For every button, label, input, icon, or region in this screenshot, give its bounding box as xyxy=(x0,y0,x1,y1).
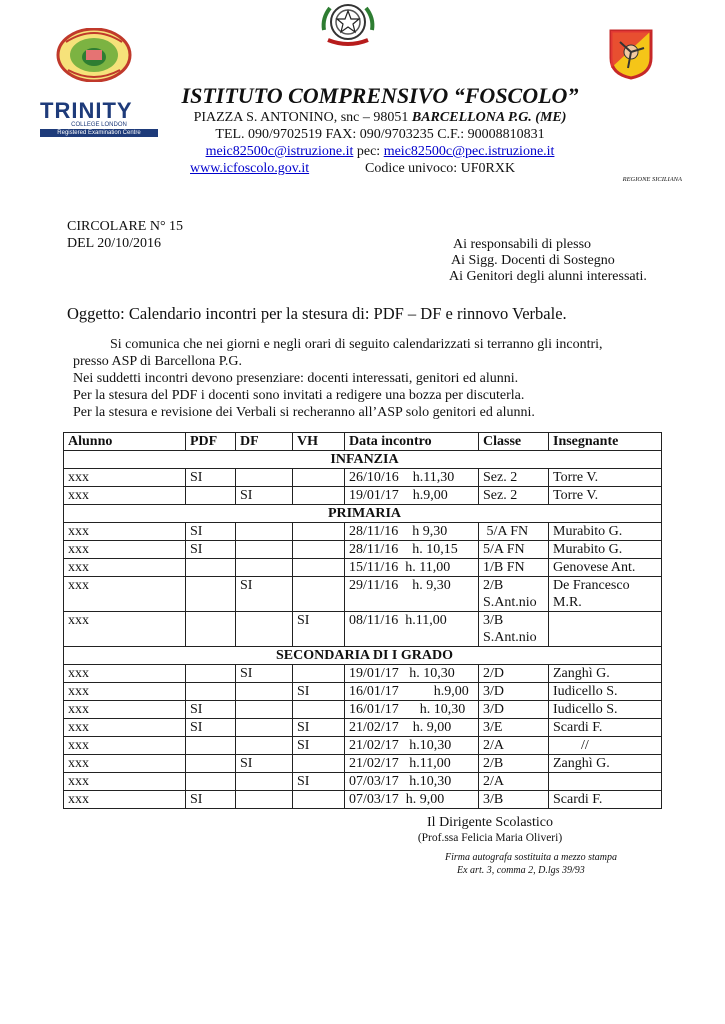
section-row xyxy=(64,451,662,469)
cell-alunno: xxx xyxy=(64,755,186,773)
cell-data-incontro: 19/01/17 h. 10,30 xyxy=(345,665,479,683)
cell-insegnante: Torre V. xyxy=(549,487,662,505)
cell-classe: 2/A xyxy=(479,737,549,755)
cell-pdf xyxy=(186,665,236,683)
cell-data-incontro: 28/11/16 h. 10,15 xyxy=(345,541,479,559)
cell-data-incontro: 08/11/16 h.11,00 xyxy=(345,612,479,647)
cell-vh xyxy=(293,791,345,809)
meetings-table xyxy=(63,432,662,809)
recipient-2: Ai Sigg. Docenti di Sostegno xyxy=(451,253,615,268)
trinity-subtitle: COLLEGE LONDON xyxy=(71,122,127,128)
signature-role: Il Dirigente Scolastico xyxy=(427,815,553,830)
website-link[interactable]: www.icfoscolo.gov.it xyxy=(190,161,310,176)
cell-insegnante: Zanghì G. xyxy=(549,755,662,773)
cell-insegnante: // xyxy=(549,737,662,755)
table-row xyxy=(64,577,662,612)
cell-df xyxy=(236,701,293,719)
col-header-alunno: Alunno xyxy=(64,433,186,451)
cell-alunno: xxx xyxy=(64,773,186,791)
table-row xyxy=(64,612,662,647)
trinity-wordmark: TRINITY xyxy=(40,98,133,123)
region-label: REGIONE SICILIANA xyxy=(622,176,682,183)
cell-alunno: xxx xyxy=(64,665,186,683)
address-city: BARCELLONA P.G. (ME) xyxy=(411,110,567,125)
cell-insegnante: Scardi F. xyxy=(549,791,662,809)
subject-line: Oggetto: Calendario incontri per la stesura di: PDF – DF e rinnovo Verbale. xyxy=(67,304,567,323)
cell-pdf xyxy=(186,487,236,505)
cell-insegnante: Iudicello S. xyxy=(549,683,662,701)
trinity-registered-bar: Registered Examination Centre xyxy=(40,129,158,137)
cell-data-incontro: 28/11/16 h 9,30 xyxy=(345,523,479,541)
cell-vh xyxy=(293,577,345,612)
cell-vh: SI xyxy=(293,737,345,755)
cell-classe: Sez. 2 xyxy=(479,487,549,505)
cell-df xyxy=(236,541,293,559)
cell-alunno: xxx xyxy=(64,559,186,577)
cell-data-incontro: 07/03/17 h.10,30 xyxy=(345,773,479,791)
website-line xyxy=(190,160,309,177)
table-row xyxy=(64,791,662,809)
pec-label: pec: xyxy=(353,144,384,159)
body-line-2: presso ASP di Barcellona P.G. xyxy=(73,354,243,369)
pec-email-link[interactable]: meic82500c@pec.istruzione.it xyxy=(383,144,555,159)
cell-classe: 2/B S.Ant.nio xyxy=(479,577,549,612)
body-line-5: Per la stesura e revisione dei Verbali si recheranno all’ASP solo genitori ed alunni. xyxy=(73,405,535,420)
table-row xyxy=(64,469,662,487)
table-body xyxy=(64,451,662,809)
cell-vh xyxy=(293,469,345,487)
cell-df xyxy=(236,523,293,541)
cell-data-incontro: 29/11/16 h. 9,30 xyxy=(345,577,479,612)
table-row xyxy=(64,487,662,505)
cell-alunno: xxx xyxy=(64,487,186,505)
cell-pdf: SI xyxy=(186,791,236,809)
recipient-1: Ai responsabili di plesso xyxy=(453,237,592,252)
phone-line: TEL. 090/9702519 FAX: 090/9703235 C.F.: 90008810831 xyxy=(215,127,545,142)
section-title: PRIMARIA xyxy=(64,505,662,523)
body-line-1: Si comunica che nei giorni e negli orari di seguito calendarizzati si terranno gli incontri, xyxy=(110,337,603,352)
cell-pdf: SI xyxy=(186,523,236,541)
table-row xyxy=(64,683,662,701)
cell-classe: 1/B FN xyxy=(479,559,549,577)
cell-df xyxy=(236,719,293,737)
cell-classe: Sez. 2 xyxy=(479,469,549,487)
section-title: SECONDARIA DI I GRADO xyxy=(64,647,662,665)
cell-df: SI xyxy=(236,665,293,683)
cell-data-incontro: 21/02/17 h.11,00 xyxy=(345,755,479,773)
cell-insegnante: Iudicello S. xyxy=(549,701,662,719)
cell-classe: 3/B S.Ant.nio xyxy=(479,612,549,647)
cell-pdf xyxy=(186,559,236,577)
cell-vh: SI xyxy=(293,719,345,737)
school-name: ISTITUTO COMPRENSIVO “FOSCOLO” xyxy=(181,83,579,108)
circular-number: CIRCOLARE N° 15 xyxy=(67,219,184,234)
cell-data-incontro: 15/11/16 h. 11,00 xyxy=(345,559,479,577)
cell-data-incontro: 21/02/17 h. 9,00 xyxy=(345,719,479,737)
cell-df xyxy=(236,773,293,791)
trinity-college-logo xyxy=(40,100,160,136)
col-header-vh: VH xyxy=(293,433,345,451)
cell-pdf xyxy=(186,612,236,647)
sicily-region-emblem xyxy=(608,28,654,80)
cell-vh xyxy=(293,559,345,577)
cell-alunno: xxx xyxy=(64,612,186,647)
col-header-pdf: PDF xyxy=(186,433,236,451)
signature-note-2: Ex art. 3, comma 2, D.lgs 39/93 xyxy=(457,865,585,876)
cell-df xyxy=(236,469,293,487)
cell-alunno: xxx xyxy=(64,541,186,559)
republic-emblem xyxy=(316,0,380,50)
cell-classe: 3/D xyxy=(479,701,549,719)
signature-name: (Prof.ssa Felicia Maria Oliveri) xyxy=(417,832,563,844)
cell-classe: 5/A FN xyxy=(479,523,549,541)
cell-classe: 2/A xyxy=(479,773,549,791)
cell-data-incontro: 21/02/17 h.10,30 xyxy=(345,737,479,755)
cell-alunno: xxx xyxy=(64,577,186,612)
cell-insegnante: Torre V. xyxy=(549,469,662,487)
table-row xyxy=(64,755,662,773)
section-title: INFANZIA xyxy=(64,451,662,469)
cell-insegnante: Murabito G. xyxy=(549,523,662,541)
address-text: PIAZZA S. ANTONINO, snc – 98051 xyxy=(193,110,412,125)
unique-code: Codice univoco: UF0RXK xyxy=(365,161,516,176)
email-line xyxy=(150,143,610,160)
cell-vh xyxy=(293,487,345,505)
col-header-classe: Classe xyxy=(479,433,549,451)
cell-vh: SI xyxy=(293,683,345,701)
cell-vh xyxy=(293,541,345,559)
cell-data-incontro: 19/01/17 h.9,00 xyxy=(345,487,479,505)
section-row xyxy=(64,505,662,523)
cell-pdf xyxy=(186,773,236,791)
body-line-4: Per la stesura del PDF i docenti sono invitati a redigere una bozza per discuterla. xyxy=(73,388,525,403)
cell-classe: 5/A FN xyxy=(479,541,549,559)
cell-vh xyxy=(293,665,345,683)
school-logo xyxy=(56,28,132,82)
cell-pdf: SI xyxy=(186,541,236,559)
cell-alunno: xxx xyxy=(64,469,186,487)
cell-alunno: xxx xyxy=(64,523,186,541)
cell-data-incontro: 16/01/17 h.9,00 xyxy=(345,683,479,701)
cell-vh xyxy=(293,523,345,541)
table-row xyxy=(64,773,662,791)
cell-insegnante: De Francesco M.R. xyxy=(549,577,662,612)
cell-alunno: xxx xyxy=(64,719,186,737)
circular-date: DEL 20/10/2016 xyxy=(67,236,161,251)
cell-df xyxy=(236,737,293,755)
table-row xyxy=(64,701,662,719)
cell-vh: SI xyxy=(293,773,345,791)
cell-pdf xyxy=(186,683,236,701)
cell-insegnante xyxy=(549,773,662,791)
signature-note-1: Firma autografa sostituita a mezzo stampa xyxy=(445,852,617,863)
cell-df xyxy=(236,612,293,647)
cell-data-incontro: 16/01/17 h. 10,30 xyxy=(345,701,479,719)
cell-vh xyxy=(293,701,345,719)
cell-df xyxy=(236,683,293,701)
recipient-3: Ai Genitori degli alunni interessati. xyxy=(449,269,647,284)
col-header-data-incontro: Data incontro xyxy=(345,433,479,451)
cell-vh xyxy=(293,755,345,773)
cell-classe: 3/D xyxy=(479,683,549,701)
cell-alunno: xxx xyxy=(64,737,186,755)
table-header-row xyxy=(64,433,662,451)
cell-insegnante: Zanghì G. xyxy=(549,665,662,683)
cell-classe: 3/E xyxy=(479,719,549,737)
email-link[interactable]: meic82500c@istruzione.it xyxy=(205,144,354,159)
cell-pdf xyxy=(186,755,236,773)
cell-vh: SI xyxy=(293,612,345,647)
cell-pdf: SI xyxy=(186,719,236,737)
cell-insegnante: Scardi F. xyxy=(549,719,662,737)
table-row xyxy=(64,719,662,737)
cell-data-incontro: 07/03/17 h. 9,00 xyxy=(345,791,479,809)
table-row xyxy=(64,559,662,577)
cell-alunno: xxx xyxy=(64,683,186,701)
cell-df xyxy=(236,791,293,809)
section-row xyxy=(64,647,662,665)
cell-alunno: xxx xyxy=(64,791,186,809)
cell-classe: 3/B xyxy=(479,791,549,809)
col-header-insegnante: Insegnante xyxy=(549,433,662,451)
cell-pdf xyxy=(186,737,236,755)
table-row xyxy=(64,523,662,541)
address-line xyxy=(150,109,610,126)
cell-pdf: SI xyxy=(186,701,236,719)
col-header-df: DF xyxy=(236,433,293,451)
cell-df: SI xyxy=(236,487,293,505)
body-line-3: Nei suddetti incontri devono presenziare: docenti interessati, genitori ed alunni. xyxy=(73,371,519,386)
table-row xyxy=(64,665,662,683)
table-row xyxy=(64,541,662,559)
cell-classe: 2/B xyxy=(479,755,549,773)
cell-df: SI xyxy=(236,755,293,773)
cell-alunno: xxx xyxy=(64,701,186,719)
cell-df xyxy=(236,559,293,577)
cell-pdf: SI xyxy=(186,469,236,487)
cell-classe: 2/D xyxy=(479,665,549,683)
cell-insegnante xyxy=(549,612,662,647)
cell-df: SI xyxy=(236,577,293,612)
cell-insegnante: Genovese Ant. xyxy=(549,559,662,577)
table-row xyxy=(64,737,662,755)
cell-data-incontro: 26/10/16 h.11,30 xyxy=(345,469,479,487)
cell-insegnante: Murabito G. xyxy=(549,541,662,559)
cell-pdf xyxy=(186,577,236,612)
